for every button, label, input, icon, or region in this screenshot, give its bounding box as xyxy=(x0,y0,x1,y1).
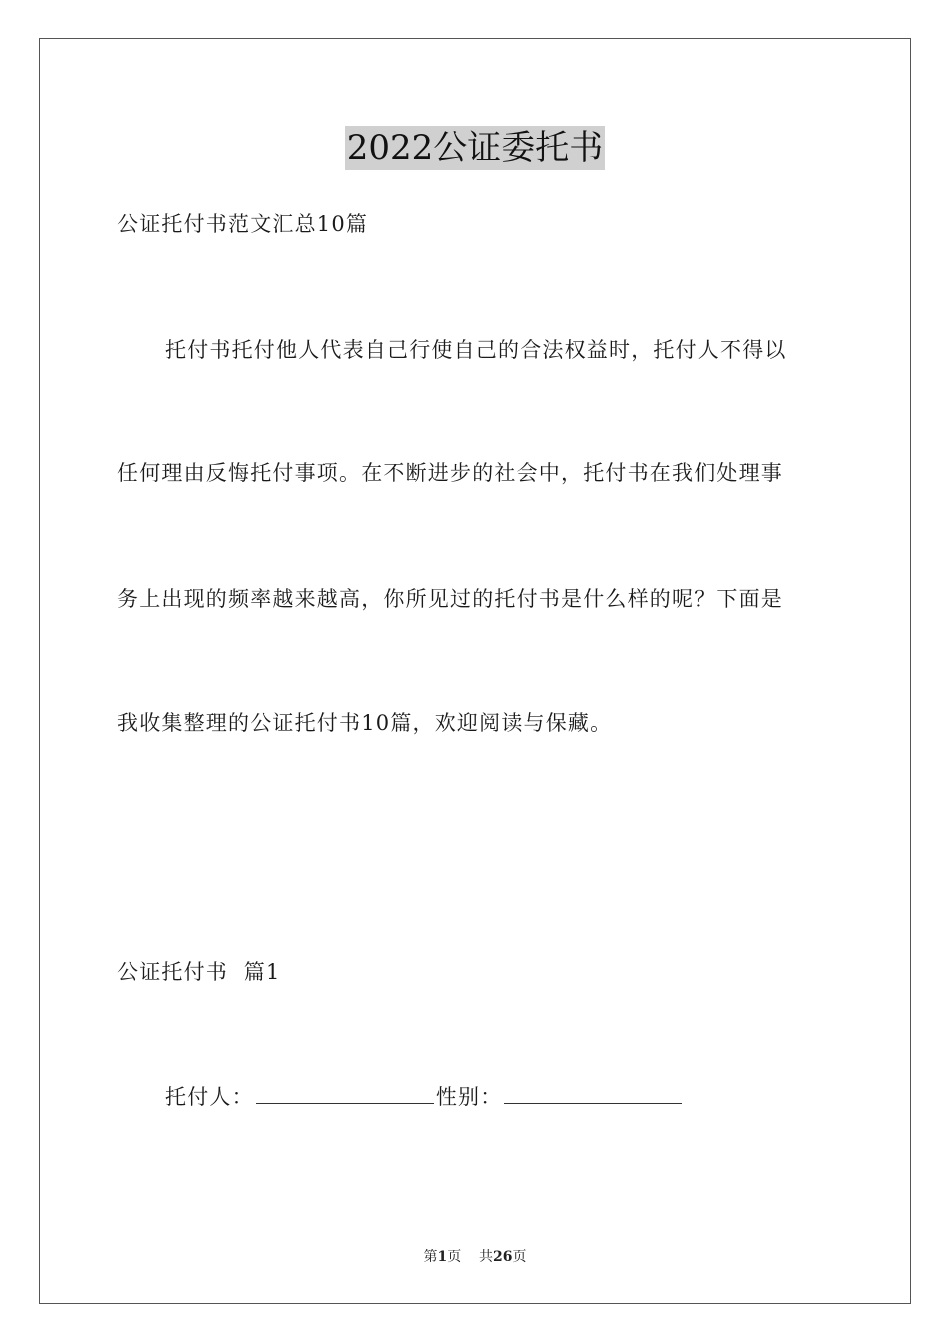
total-pages: 26 xyxy=(493,1249,513,1265)
gender-blank xyxy=(504,1081,682,1104)
form-row xyxy=(165,1081,684,1112)
page-footer xyxy=(0,1247,950,1267)
section-heading: 公证托付书 篇1 xyxy=(117,960,281,984)
total-prefix: 共 xyxy=(479,1249,494,1265)
intro-line-1: 托付书托付他人代表自己行使自己的合法权益时，托付人不得以 xyxy=(165,338,787,362)
total-suffix: 页 xyxy=(512,1249,527,1265)
title-container xyxy=(0,126,950,170)
page-suffix: 页 xyxy=(447,1249,462,1265)
page-number: 1 xyxy=(437,1249,448,1265)
intro-line-3: 务上出现的频率越来越高，你所见过的托付书是什么样的呢？下面是 xyxy=(117,587,783,611)
intro-line-4: 我收集整理的公证托付书10篇，欢迎阅读与保藏。 xyxy=(117,711,613,735)
document-subtitle: 公证托付书范文汇总10篇 xyxy=(117,212,369,236)
principal-blank xyxy=(256,1081,434,1104)
intro-line-2: 任何理由反悔托付事项。在不断进步的社会中，托付书在我们处理事 xyxy=(117,461,783,485)
principal-label: 托付人： xyxy=(165,1085,254,1109)
gender-label: 性别： xyxy=(435,1085,503,1109)
page-prefix: 第 xyxy=(423,1249,438,1265)
document-title: 2022公证委托书 xyxy=(346,128,604,168)
